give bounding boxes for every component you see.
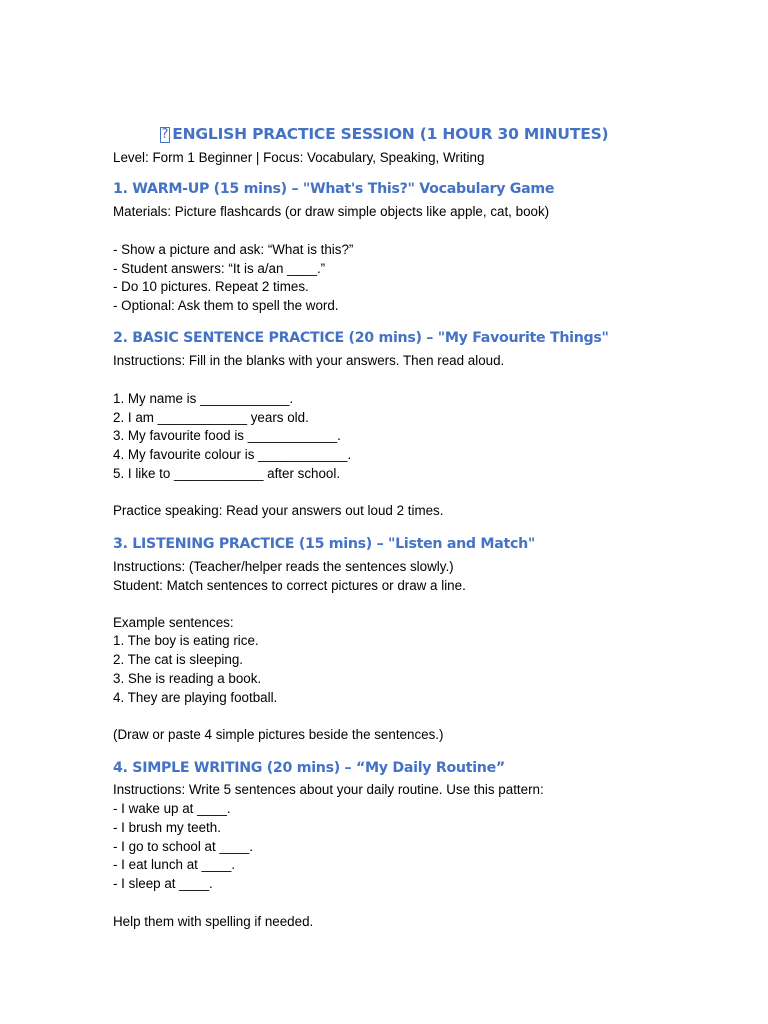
section-2-heading: 2. BASIC SENTENCE PRACTICE (20 mins) – "My Favourite Things" [113,330,609,346]
section-3-student: Student: Match sentences to correct pictures or draw a line. [113,578,466,593]
title-text: ENGLISH PRACTICE SESSION (1 HOUR 30 MINUTES) [172,125,609,143]
level-line: Level: Form 1 Beginner | Focus: Vocabulary, Speaking, Writing [113,150,485,165]
section-3-instructions: Instructions: (Teacher/helper reads the sentences slowly.) [113,559,454,574]
section-4-pattern: - I sleep at ____. [113,876,213,891]
section-1-materials: Materials: Picture flashcards (or draw simple objects like apple, cat, book) [113,204,550,219]
section-4-pattern: - I go to school at ____. [113,839,253,854]
section-3-example: 4. They are playing football. [113,690,278,705]
document-title [0,125,768,143]
section-1-step: - Do 10 pictures. Repeat 2 times. [113,279,309,294]
section-4-pattern: - I wake up at ____. [113,801,231,816]
section-2-blank: 1. My name is ____________. [113,391,294,406]
section-2-blank: 3. My favourite food is ____________. [113,428,341,443]
section-3-note: (Draw or paste 4 simple pictures beside the sentences.) [113,727,444,742]
emoji-placeholder-icon: ? [161,127,169,142]
section-1-heading: 1. WARM-UP (15 mins) – "What's This?" Vocabulary Game [113,181,555,197]
section-2-instructions: Instructions: Fill in the blanks with your answers. Then read aloud. [113,353,505,368]
section-4-help: Help them with spelling if needed. [113,914,314,929]
section-3-example: 1. The boy is eating rice. [113,633,259,648]
section-4-pattern: - I brush my teeth. [113,820,221,835]
section-2-blank: 5. I like to ____________ after school. [113,466,341,481]
section-1-step: - Student answers: “It is a/an ____.” [113,261,326,276]
section-2-blank: 4. My favourite colour is ____________. [113,447,352,462]
section-4-heading: 4. SIMPLE WRITING (20 mins) – “My Daily Routine” [113,760,505,776]
section-3-example-label: Example sentences: [113,615,234,630]
section-3-example: 2. The cat is sleeping. [113,652,244,667]
section-3-example: 3. She is reading a book. [113,671,262,686]
section-2-practice: Practice speaking: Read your answers out loud 2 times. [113,503,444,518]
section-1-step: - Optional: Ask them to spell the word. [113,298,339,313]
section-4-instructions: Instructions: Write 5 sentences about your daily routine. Use this pattern: [113,782,544,797]
section-2-blank: 2. I am ____________ years old. [113,410,309,425]
section-4-pattern: - I eat lunch at ____. [113,857,236,872]
section-1-step: - Show a picture and ask: “What is this?” [113,242,354,257]
section-3-heading: 3. LISTENING PRACTICE (15 mins) – "Listen and Match" [113,536,535,552]
